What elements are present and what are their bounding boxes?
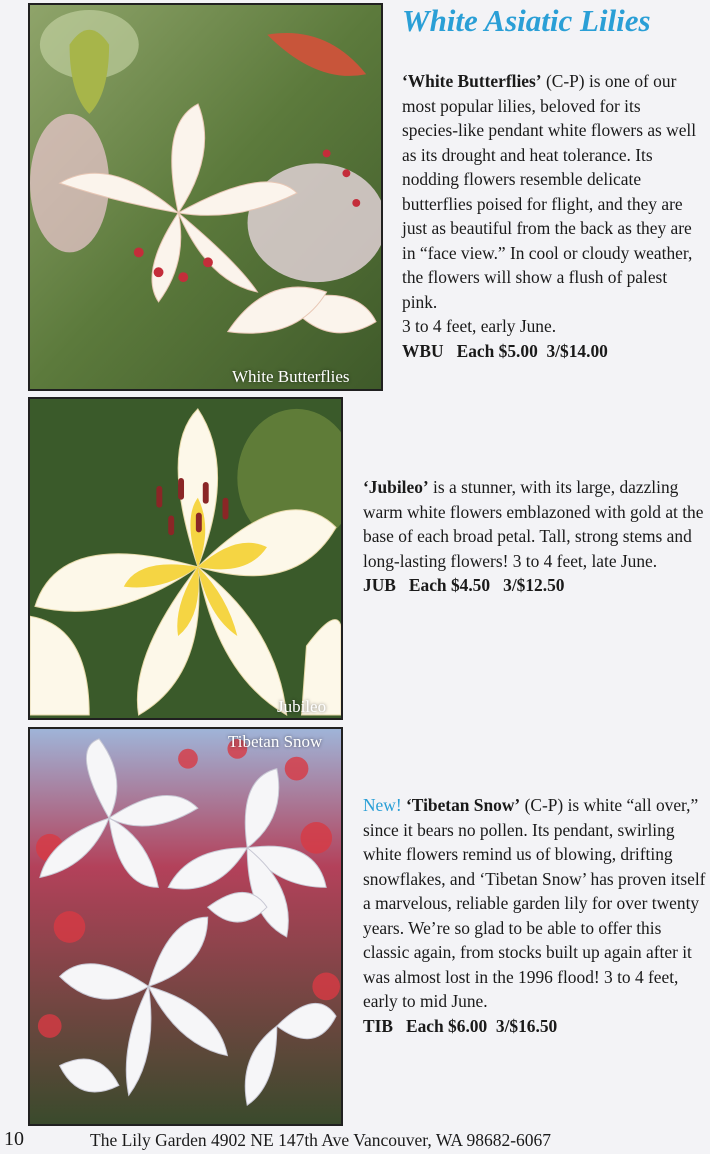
product-class: (C-P) (545, 71, 585, 91)
product-jubileo (363, 475, 708, 598)
tibetan-snow-image (30, 729, 341, 1124)
page-number: 10 (4, 1128, 24, 1150)
caption-jubileo: Jubileo (277, 697, 327, 716)
product-price-bulk: 3/$14.00 (546, 340, 608, 361)
photo-tibetan-snow (28, 727, 343, 1126)
jubileo-image (30, 399, 341, 718)
product-description: is white “all over,” since it bears no pollen. Its pendant, swirling white flowers remind us of blowing, drifting snowflakes, and ‘Tibetan Snow’ has proven itself a marvelous, reliable garden lily for over twenty years. We’re so glad to be able to offer this classic again, from stocks built up again after it was almost lost in the 1996 flood! 3 to 4 feet, early to mid June. (363, 795, 706, 1011)
product-white-butterflies (402, 69, 697, 363)
product-price-line (402, 341, 608, 361)
product-price-each: Each $6.00 (406, 1015, 488, 1036)
product-code: JUB (363, 575, 396, 595)
product-class: (C-P) (524, 795, 564, 815)
new-badge: New! (363, 795, 402, 815)
product-price-each: Each $5.00 (456, 340, 538, 361)
product-price-line (363, 1016, 557, 1036)
product-name: ‘Jubileo’ (363, 477, 429, 497)
product-description: is a stunner, with its large, dazzling warm white flowers emblazoned with gold at the base of each broad petal. Tall, strong stems and long-lasting flowers! 3 to 4 feet, late June. (363, 477, 704, 571)
photo-white-butterflies (28, 3, 383, 391)
caption-white-butterflies: White Butterflies (232, 367, 350, 386)
photo-jubileo (28, 397, 343, 720)
product-name: ‘White Butterflies’ (402, 71, 542, 91)
product-price-bulk: 3/$16.50 (495, 1015, 558, 1036)
product-name: ‘Tibetan Snow’ (406, 795, 521, 815)
product-description: is one of our most popular lilies, beloved for its species-like pendant white flowers as well as its drought and heat tolerance. Its nodding flowers resemble delicate butterflies poised for flight, and they are just as beautiful from the back as they are in “face view.” In cool or cloudy weather, the flowers will show a flush of palest pink. (402, 71, 697, 312)
page-title: White Asiatic Lilies (402, 3, 651, 38)
white-butterflies-image (30, 5, 381, 389)
product-price-bulk: 3/$12.50 (503, 575, 565, 595)
product-price-line (363, 575, 564, 595)
product-tibetan-snow (363, 793, 708, 1038)
product-height-bloom: 3 to 4 feet, early June. (402, 316, 557, 336)
product-code: TIB (363, 1015, 393, 1036)
product-price-each: Each $4.50 (408, 575, 491, 595)
caption-tibetan-snow: Tibetan Snow (228, 732, 323, 751)
product-code: WBU (402, 340, 444, 361)
footer-address: The Lily Garden 4902 NE 147th Ave Vancouver, WA 98682-6067 (90, 1130, 552, 1150)
